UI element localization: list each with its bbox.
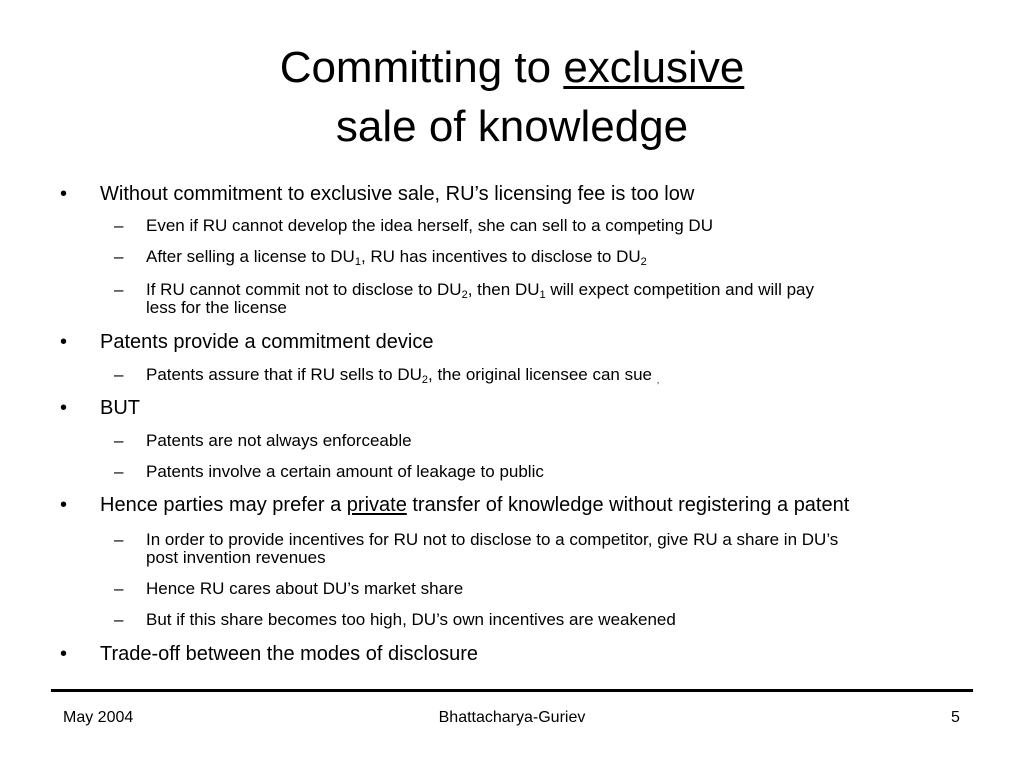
- bullet-marker: •: [60, 494, 68, 516]
- subscript: 1: [354, 256, 361, 268]
- bullet-text: Trade-off between the modes of disclosure: [100, 643, 478, 665]
- subscript: 2: [421, 374, 429, 386]
- sub-bullet-text: If RU cannot commit not to disclose to $DU_2$, then $DU_1$ will expect competition and will pay: [146, 280, 814, 301]
- subscript: 2: [640, 256, 647, 268]
- sub-bullet-text: Patents involve a certain amount of leakage to public: [146, 462, 544, 481]
- bullet-marker: •: [60, 643, 68, 665]
- sub-bullet-marker: –: [114, 431, 124, 450]
- sub-bullet-text: In order to provide incentives for RU not to disclose to a competitor, give RU a share in DU’s: [146, 530, 839, 549]
- sub-bullet-text-continued: less for the license: [146, 298, 287, 317]
- subscript: 1: [539, 289, 546, 301]
- sub-bullet-marker: –: [114, 280, 124, 299]
- footer-divider: [51, 689, 973, 692]
- sub-bullet-marker: –: [114, 579, 124, 598]
- sub-bullet-marker: –: [114, 462, 124, 481]
- sub-bullet-text: After selling a license to $DU_1$, RU has incentives to disclose to $DU_2$: [146, 247, 647, 268]
- sub-bullet-marker: –: [114, 247, 124, 266]
- bullet-text: Without commitment to exclusive sale, RU’s licensing fee is too low: [100, 183, 695, 205]
- sub-bullet-text: Even if RU cannot develop the idea herself, she can sell to a competing DU: [146, 216, 713, 235]
- slide-title-line-2: sale of knowledge: [335, 102, 689, 151]
- bullet-marker: •: [60, 331, 68, 353]
- bullet-text: Hence parties may prefer a private transfer of knowledge without registering a patent: [100, 494, 850, 516]
- sub-bullet-text: Patents assure that if RU sells to $DU_2$, the original licensee can sue $_,$: [146, 365, 660, 386]
- sub-bullet-text: Patents are not always enforceable: [146, 431, 412, 450]
- bullet-text: BUT: [100, 397, 140, 419]
- bullet-marker: •: [60, 397, 68, 419]
- sub-bullet-marker: –: [114, 530, 124, 549]
- footer-date: May 2004: [63, 709, 134, 726]
- sub-bullet-marker: –: [114, 216, 124, 235]
- sub-bullet-text-continued: post invention revenues: [146, 548, 326, 567]
- bullet-text: Patents provide a commitment device: [100, 331, 434, 353]
- title-emphasis: exclusive: [563, 43, 745, 92]
- emphasized-word: private: [346, 494, 407, 516]
- footer-authors: Bhattacharya-Guriev: [438, 709, 586, 726]
- bullet-marker: •: [60, 183, 68, 205]
- title-prefix: Committing to: [279, 43, 564, 92]
- slide-number: 5: [951, 709, 960, 726]
- sub-bullet-marker: –: [114, 610, 124, 629]
- tiny-mark: ,: [656, 375, 660, 385]
- sub-bullet-text: But if this share becomes too high, DU’s own incentives are weakened: [146, 610, 676, 629]
- sub-bullet-marker: –: [114, 365, 124, 384]
- subscript: 2: [461, 289, 468, 301]
- sub-bullet-text: Hence RU cares about DU’s market share: [146, 579, 464, 598]
